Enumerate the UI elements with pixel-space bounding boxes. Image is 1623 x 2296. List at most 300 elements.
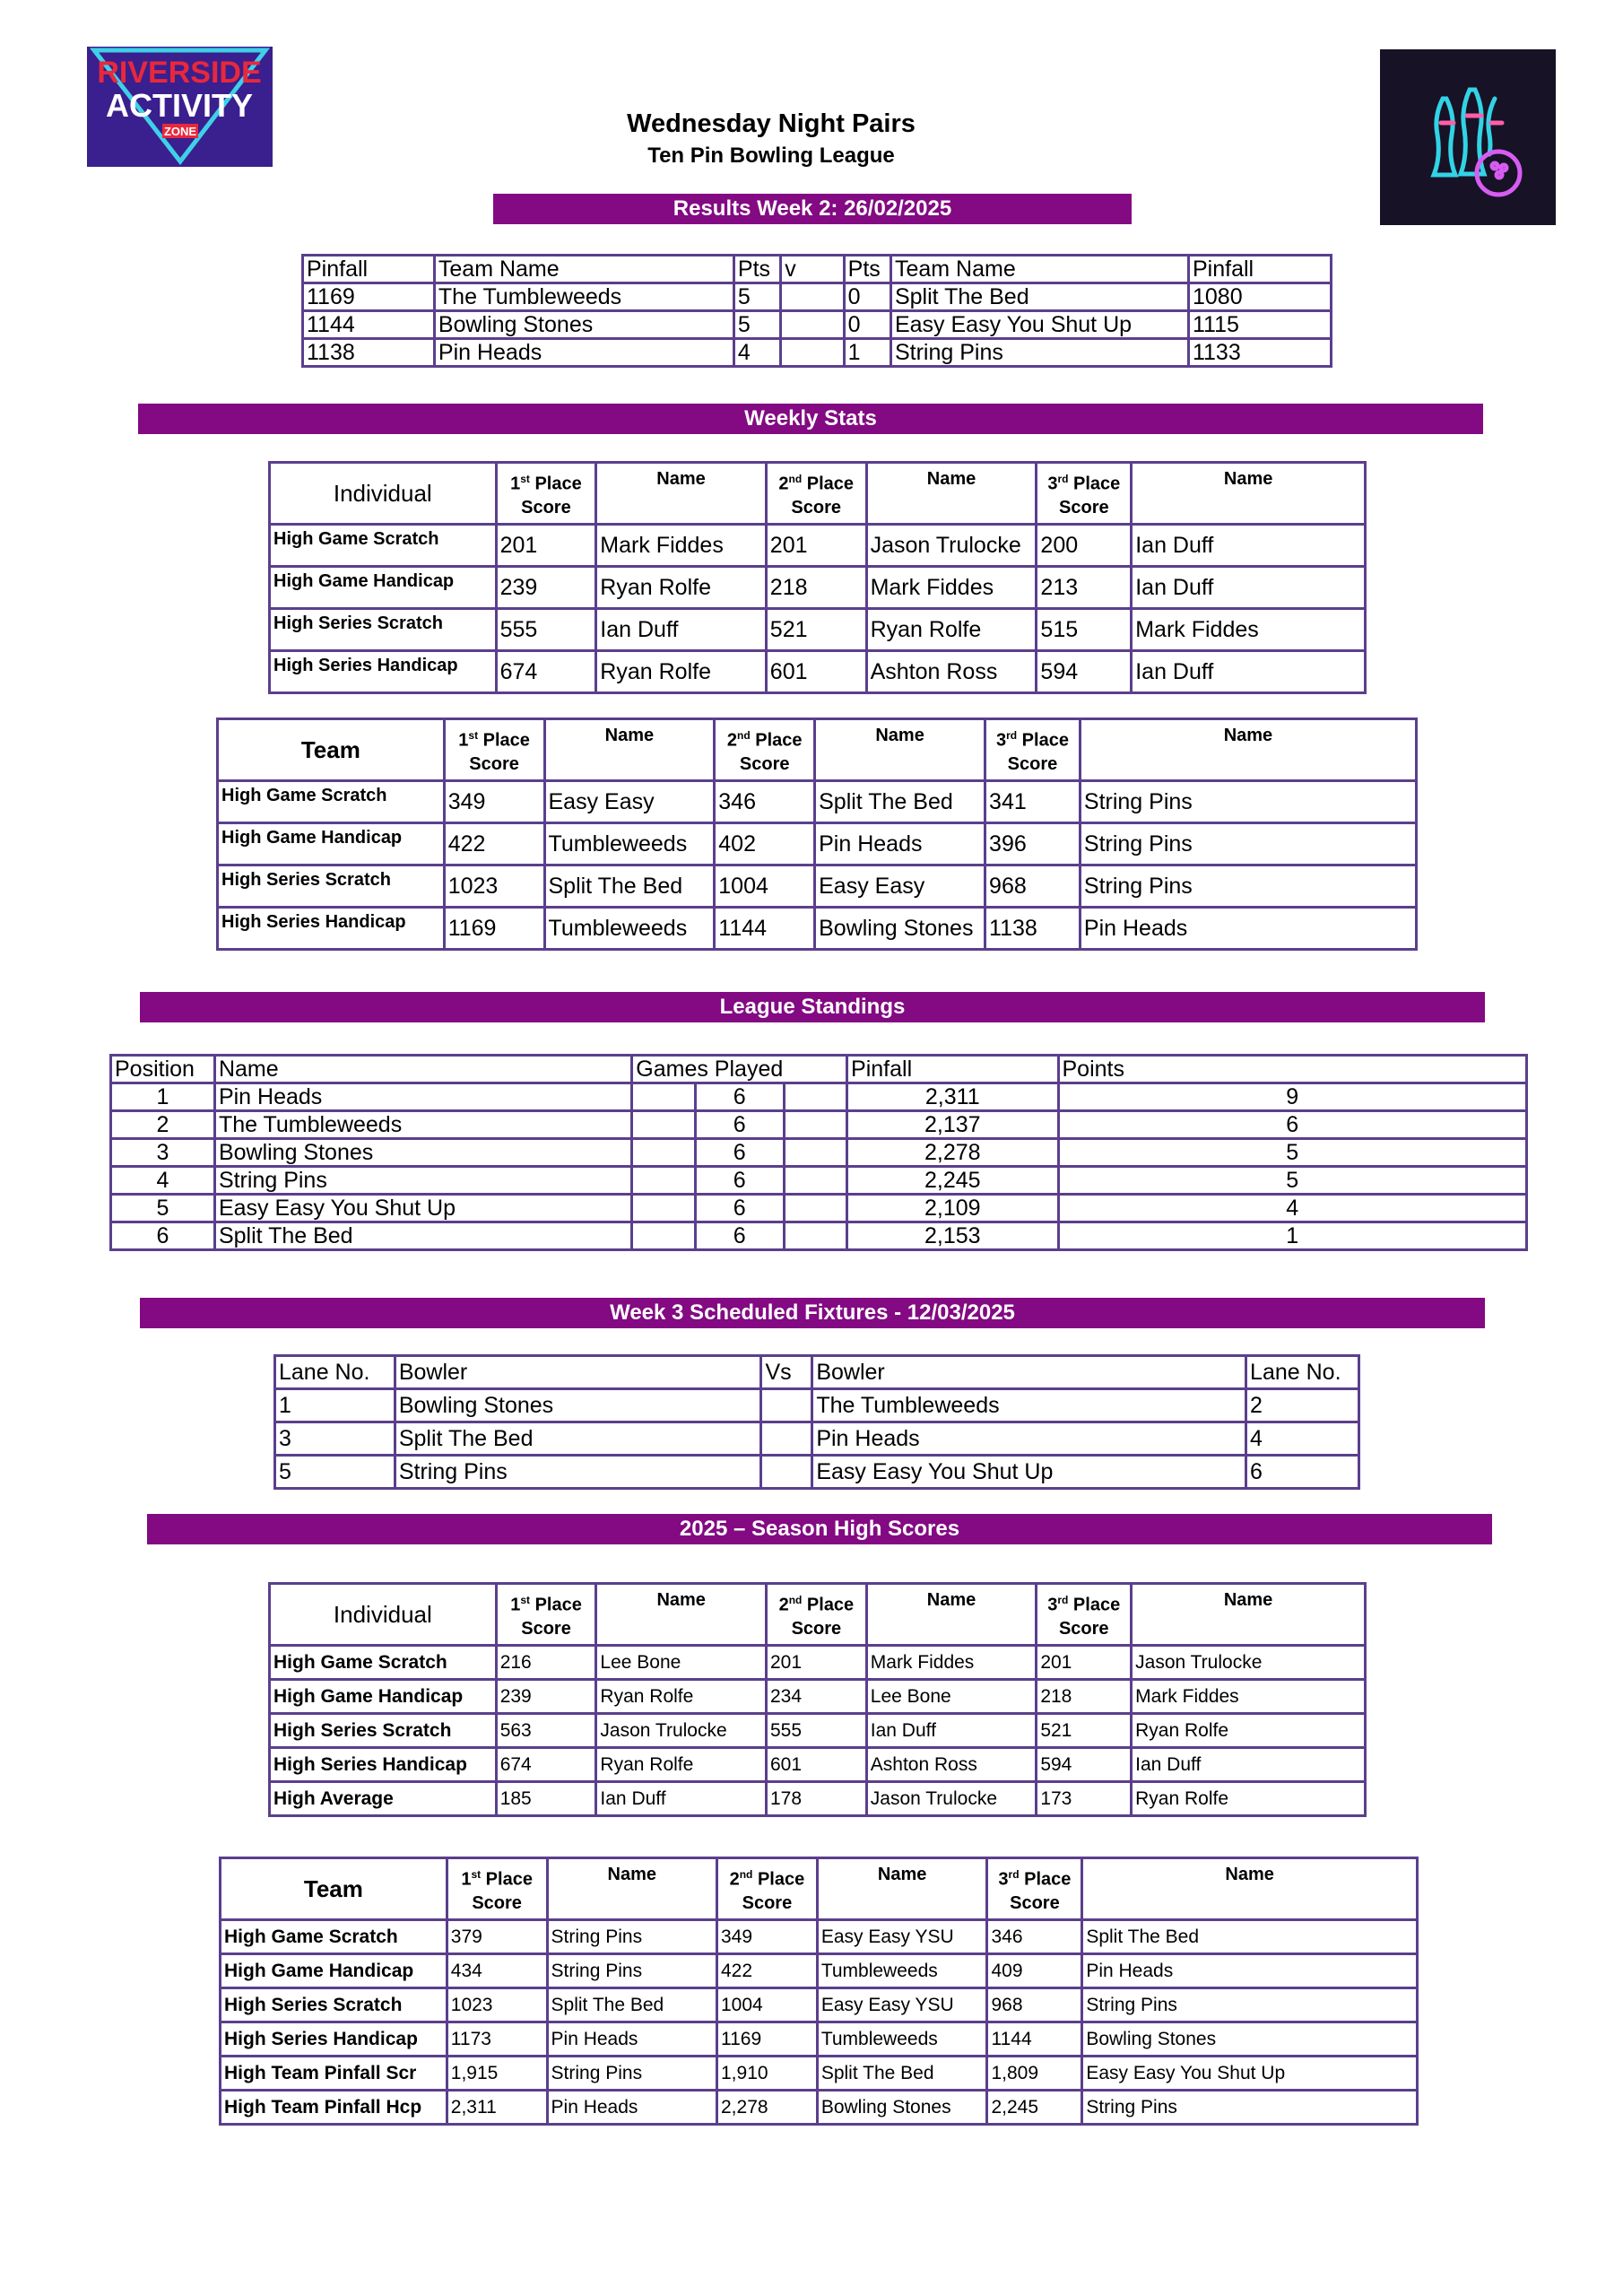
header-row	[275, 1356, 1359, 1389]
table-cell: Mark Fiddes	[1132, 609, 1366, 651]
header-row	[111, 1056, 1527, 1083]
logo-line1: RIVERSIDE	[97, 56, 262, 90]
position-cell: 4	[111, 1167, 215, 1195]
header-row	[303, 256, 1332, 283]
games-played-cell	[632, 1222, 847, 1250]
table-row	[218, 908, 1417, 950]
team-name-cell: Easy Easy You Shut Up	[214, 1195, 631, 1222]
table-cell: 1133	[1188, 339, 1331, 367]
column-header: 1st Place Score	[496, 1584, 596, 1646]
column-header: Pinfall	[847, 1056, 1058, 1083]
table-cell: 1169	[444, 908, 544, 950]
pinfall-cell: 2,109	[847, 1195, 1058, 1222]
table-cell: Ryan Rolfe	[866, 609, 1037, 651]
table-cell: 409	[987, 1954, 1082, 1988]
table-cell: Split The Bed	[395, 1422, 761, 1456]
table-row	[221, 2022, 1418, 2057]
table-cell: 213	[1037, 567, 1132, 609]
table-row	[270, 1748, 1366, 1782]
row-label: High Game Scratch	[221, 1920, 447, 1954]
table-cell: Ian Duff	[1132, 1748, 1366, 1782]
team-name-cell: Split The Bed	[214, 1222, 631, 1250]
table-cell: 674	[496, 1748, 596, 1782]
table-row	[303, 311, 1332, 339]
table-cell: Mark Fiddes	[866, 1646, 1037, 1680]
table-cell: 218	[766, 567, 866, 609]
riverside-activity-zone-logo	[87, 47, 273, 167]
table-cell: Ashton Ross	[866, 651, 1037, 693]
column-header: Name	[596, 1584, 767, 1646]
column-header: 3rd Place Score	[987, 1858, 1082, 1920]
team-name-cell: The Tumbleweeds	[214, 1111, 631, 1139]
table-row	[275, 1456, 1359, 1489]
table-cell: 515	[1037, 609, 1132, 651]
table-row	[111, 1111, 1527, 1139]
season-team-table	[219, 1857, 1419, 2126]
table-row	[303, 339, 1332, 367]
table-row	[111, 1083, 1527, 1111]
table-cell: 1144	[987, 2022, 1082, 2057]
table-cell: The Tumbleweeds	[812, 1389, 1246, 1422]
table-cell: Easy Easy You Shut Up	[890, 311, 1188, 339]
column-header: Name	[544, 719, 715, 781]
table-cell: 1023	[447, 1988, 547, 2022]
table-cell: 379	[447, 1920, 547, 1954]
table-cell: Bowling Stones	[817, 2091, 987, 2125]
table-row	[218, 865, 1417, 908]
points-cell: 4	[1058, 1195, 1527, 1222]
table-cell: 1080	[1188, 283, 1331, 311]
table-row	[218, 781, 1417, 823]
table-cell: Ryan Rolfe	[1132, 1782, 1366, 1816]
season-individual-table	[268, 1582, 1367, 1817]
table-cell: Tumbleweeds	[817, 2022, 987, 2057]
table-cell: Tumbleweeds	[817, 1954, 987, 1988]
table-cell: 674	[496, 651, 596, 693]
table-cell: String Pins	[395, 1456, 761, 1489]
table-cell: 346	[987, 1920, 1082, 1954]
logo-line2: ACTIVITY	[105, 87, 254, 124]
table-cell: Ian Duff	[596, 1782, 767, 1816]
games-played-cell	[632, 1167, 847, 1195]
header-row	[270, 463, 1366, 525]
table-cell	[781, 283, 844, 311]
table-cell: Bowling Stones	[815, 908, 985, 950]
table-cell: Easy Easy	[815, 865, 985, 908]
row-label: High Game Handicap	[270, 1680, 497, 1714]
games-played-value: 6	[694, 1140, 785, 1165]
table-row	[275, 1389, 1359, 1422]
table-cell: 1004	[717, 1988, 818, 2022]
header-row	[270, 1584, 1366, 1646]
table-cell: Split The Bed	[547, 1988, 716, 2022]
row-label: High Game Handicap	[218, 823, 445, 865]
table-row	[275, 1422, 1359, 1456]
table-cell: Jason Trulocke	[1132, 1646, 1366, 1680]
points-cell: 9	[1058, 1083, 1527, 1111]
fixtures-band: Week 3 Scheduled Fixtures - 12/03/2025	[140, 1298, 1485, 1328]
column-header: 2nd Place Score	[766, 463, 866, 525]
weekly-stats-band: Weekly Stats	[138, 404, 1483, 434]
table-cell: String Pins	[890, 339, 1188, 367]
table-cell: 2,311	[447, 2091, 547, 2125]
table-corner-label: Individual	[270, 463, 497, 525]
games-played-cell	[632, 1195, 847, 1222]
table-cell: The Tumbleweeds	[434, 283, 733, 311]
table-cell: Split The Bed	[544, 865, 715, 908]
column-header: 3rd Place Score	[985, 719, 1081, 781]
pinfall-cell: 2,153	[847, 1222, 1058, 1250]
column-header: Name	[1080, 719, 1416, 781]
table-cell: Easy Easy YSU	[817, 1920, 987, 1954]
results-band: Results Week 2: 26/02/2025	[493, 194, 1132, 224]
table-cell: Bowling Stones	[434, 311, 733, 339]
column-header: Games Played	[632, 1056, 847, 1083]
table-cell: 200	[1037, 525, 1132, 567]
column-header: Team Name	[434, 256, 733, 283]
column-header: 1st Place Score	[447, 1858, 547, 1920]
row-label: High Game Handicap	[270, 567, 497, 609]
pinfall-cell: 2,278	[847, 1139, 1058, 1167]
table-cell: 521	[766, 609, 866, 651]
table-cell: 1	[275, 1389, 395, 1422]
table-cell: 185	[496, 1782, 596, 1816]
table-cell: 563	[496, 1714, 596, 1748]
table-cell: String Pins	[547, 1920, 716, 1954]
points-cell: 5	[1058, 1139, 1527, 1167]
table-cell: 349	[717, 1920, 818, 1954]
table-cell: Jason Trulocke	[866, 525, 1037, 567]
table-row	[270, 1680, 1366, 1714]
table-cell: String Pins	[547, 1954, 716, 1988]
table-cell: 201	[766, 1646, 866, 1680]
table-cell: Easy Easy You Shut Up	[812, 1456, 1246, 1489]
row-label: High Series Handicap	[221, 2022, 447, 2057]
table-cell: Tumbleweeds	[544, 908, 715, 950]
points-cell: 5	[1058, 1167, 1527, 1195]
table-cell: 1138	[303, 339, 435, 367]
table-cell: 234	[766, 1680, 866, 1714]
games-played-cell	[632, 1083, 847, 1111]
table-cell: String Pins	[1080, 823, 1416, 865]
weekly-individual-table	[268, 461, 1367, 694]
row-label: High Series Scratch	[221, 1988, 447, 2022]
column-header: Team Name	[890, 256, 1188, 283]
table-cell: 201	[496, 525, 596, 567]
games-played-value: 6	[694, 1223, 785, 1248]
position-cell: 1	[111, 1083, 215, 1111]
table-cell: 349	[444, 781, 544, 823]
table-cell: 601	[766, 1748, 866, 1782]
table-cell: 434	[447, 1954, 547, 1988]
page-subtitle: Ten Pin Bowling League	[647, 144, 895, 168]
table-cell	[761, 1422, 812, 1456]
table-cell: 2,278	[717, 2091, 818, 2125]
table-cell: 968	[987, 1988, 1082, 2022]
column-header: Pinfall	[303, 256, 435, 283]
table-cell: Mark Fiddes	[596, 525, 767, 567]
table-cell: 5	[733, 283, 780, 311]
column-header: 3rd Place Score	[1037, 1584, 1132, 1646]
table-cell: Jason Trulocke	[596, 1714, 767, 1748]
table-cell: 1004	[715, 865, 815, 908]
column-header: 1st Place Score	[444, 719, 544, 781]
table-row	[303, 283, 1332, 311]
table-row	[221, 2091, 1418, 2125]
table-cell: Pin Heads	[547, 2091, 716, 2125]
table-cell: 1144	[303, 311, 435, 339]
table-corner-label: Team	[218, 719, 445, 781]
table-cell: Ian Duff	[1132, 567, 1366, 609]
table-row	[270, 609, 1366, 651]
table-cell: 178	[766, 1782, 866, 1816]
table-cell: Ryan Rolfe	[596, 1680, 767, 1714]
column-header: 1st Place Score	[496, 463, 596, 525]
games-played-value: 6	[694, 1084, 785, 1109]
table-row	[270, 567, 1366, 609]
table-row	[111, 1222, 1527, 1250]
row-label: High Team Pinfall Hcp	[221, 2091, 447, 2125]
table-cell: Pin Heads	[1082, 1954, 1418, 1988]
table-cell: 1144	[715, 908, 815, 950]
column-header: Name	[596, 463, 767, 525]
row-label: High Series Scratch	[270, 609, 497, 651]
column-header: Name	[1132, 463, 1366, 525]
table-cell: Bowling Stones	[1082, 2022, 1418, 2057]
row-label: High Game Scratch	[270, 1646, 497, 1680]
table-cell: 601	[766, 651, 866, 693]
column-header: Points	[1058, 1056, 1527, 1083]
table-row	[270, 1646, 1366, 1680]
team-name-cell: String Pins	[214, 1167, 631, 1195]
table-cell: 521	[1037, 1714, 1132, 1748]
column-header: Name	[817, 1858, 987, 1920]
results-table	[301, 254, 1332, 368]
table-corner-label: Team	[221, 1858, 447, 1920]
table-cell: 6	[1246, 1456, 1359, 1489]
table-cell: 216	[496, 1646, 596, 1680]
column-header: 2nd Place Score	[766, 1584, 866, 1646]
column-header: Pinfall	[1188, 256, 1331, 283]
pinfall-cell: 2,137	[847, 1111, 1058, 1139]
table-cell: 5	[733, 311, 780, 339]
table-cell: Pin Heads	[547, 2022, 716, 2057]
table-cell: String Pins	[1082, 1988, 1418, 2022]
table-cell: Mark Fiddes	[1132, 1680, 1366, 1714]
table-cell: 1,910	[717, 2057, 818, 2091]
table-cell: String Pins	[1080, 781, 1416, 823]
table-row	[221, 1920, 1418, 1954]
table-cell: Ian Duff	[1132, 525, 1366, 567]
table-row	[218, 823, 1417, 865]
table-cell: Lee Bone	[596, 1646, 767, 1680]
table-cell: Ian Duff	[866, 1714, 1037, 1748]
table-cell: 555	[496, 609, 596, 651]
table-cell: Ryan Rolfe	[596, 651, 767, 693]
team-name-cell: Pin Heads	[214, 1083, 631, 1111]
games-played-value: 6	[694, 1112, 785, 1137]
table-cell: Easy Easy YSU	[817, 1988, 987, 2022]
column-header: Name	[815, 719, 985, 781]
table-cell: Bowling Stones	[395, 1389, 761, 1422]
table-cell: 555	[766, 1714, 866, 1748]
row-label: High Series Handicap	[270, 1748, 497, 1782]
column-header: Bowler	[812, 1356, 1246, 1389]
table-row	[270, 525, 1366, 567]
position-cell: 5	[111, 1195, 215, 1222]
row-label: High Game Handicap	[221, 1954, 447, 1988]
table-cell: Mark Fiddes	[866, 567, 1037, 609]
table-row	[221, 1954, 1418, 1988]
table-cell: Split The Bed	[890, 283, 1188, 311]
table-cell: 1	[844, 339, 890, 367]
table-cell: Jason Trulocke	[866, 1782, 1037, 1816]
table-cell: Ian Duff	[1132, 651, 1366, 693]
column-header: 2nd Place Score	[715, 719, 815, 781]
table-cell: Pin Heads	[434, 339, 733, 367]
row-label: High Team Pinfall Scr	[221, 2057, 447, 2091]
header-row	[221, 1858, 1418, 1920]
games-played-cell	[632, 1139, 847, 1167]
table-cell: Pin Heads	[815, 823, 985, 865]
table-cell: 1169	[303, 283, 435, 311]
table-cell: 239	[496, 1680, 596, 1714]
column-header: Position	[111, 1056, 215, 1083]
standings-table	[109, 1054, 1528, 1251]
column-header: v	[781, 256, 844, 283]
table-cell: 346	[715, 781, 815, 823]
games-played-value: 6	[694, 1196, 785, 1221]
table-cell: Split The Bed	[817, 2057, 987, 2091]
table-cell: 201	[1037, 1646, 1132, 1680]
table-row	[111, 1167, 1527, 1195]
table-cell: String Pins	[1080, 865, 1416, 908]
column-header: Lane No.	[1246, 1356, 1359, 1389]
table-cell: 218	[1037, 1680, 1132, 1714]
column-header: Name	[1082, 1858, 1418, 1920]
position-cell: 3	[111, 1139, 215, 1167]
table-cell: 2	[1246, 1389, 1359, 1422]
table-cell: 173	[1037, 1782, 1132, 1816]
table-cell: Split The Bed	[1082, 1920, 1418, 1954]
table-cell: 3	[275, 1422, 395, 1456]
column-header: Bowler	[395, 1356, 761, 1389]
games-played-value: 6	[694, 1168, 785, 1193]
table-cell: 402	[715, 823, 815, 865]
table-cell: 201	[766, 525, 866, 567]
page-title: Wednesday Night Pairs	[627, 109, 916, 138]
table-cell: Tumbleweeds	[544, 823, 715, 865]
table-cell: 594	[1037, 651, 1132, 693]
row-label: High Game Scratch	[270, 525, 497, 567]
table-cell: 4	[1246, 1422, 1359, 1456]
games-played-cell	[632, 1111, 847, 1139]
table-cell: Easy Easy	[544, 781, 715, 823]
team-name-cell: Bowling Stones	[214, 1139, 631, 1167]
table-cell: 422	[717, 1954, 818, 1988]
table-cell	[761, 1389, 812, 1422]
column-header: Pts	[844, 256, 890, 283]
column-header: Name	[866, 1584, 1037, 1646]
header-row	[218, 719, 1417, 781]
table-corner-label: Individual	[270, 1584, 497, 1646]
table-cell: Ryan Rolfe	[1132, 1714, 1366, 1748]
row-label: High Series Scratch	[218, 865, 445, 908]
table-cell	[761, 1456, 812, 1489]
table-cell: 1173	[447, 2022, 547, 2057]
season-high-band: 2025 – Season High Scores	[147, 1514, 1492, 1544]
table-row	[221, 2057, 1418, 2091]
table-cell: 1138	[985, 908, 1081, 950]
table-cell: 0	[844, 283, 890, 311]
row-label: High Game Scratch	[218, 781, 445, 823]
column-header: Name	[1132, 1584, 1366, 1646]
pinfall-cell: 2,311	[847, 1083, 1058, 1111]
column-header: Name	[866, 463, 1037, 525]
table-row	[270, 651, 1366, 693]
table-cell: 1023	[444, 865, 544, 908]
table-row	[221, 1988, 1418, 2022]
fixtures-table	[273, 1354, 1360, 1490]
weekly-team-table	[216, 718, 1418, 951]
table-cell: Easy Easy You Shut Up	[1082, 2057, 1418, 2091]
table-cell: 422	[444, 823, 544, 865]
table-cell: 1,915	[447, 2057, 547, 2091]
table-cell: Ashton Ross	[866, 1748, 1037, 1782]
table-cell	[781, 311, 844, 339]
table-cell: 4	[733, 339, 780, 367]
table-cell: String Pins	[1082, 2091, 1418, 2125]
table-cell: 341	[985, 781, 1081, 823]
league-standings-band: League Standings	[140, 992, 1485, 1022]
table-cell: 239	[496, 567, 596, 609]
column-header: Pts	[733, 256, 780, 283]
table-row	[270, 1782, 1366, 1816]
column-header: 2nd Place Score	[717, 1858, 818, 1920]
position-cell: 2	[111, 1111, 215, 1139]
points-cell: 1	[1058, 1222, 1527, 1250]
table-cell: 1169	[717, 2022, 818, 2057]
table-row	[111, 1139, 1527, 1167]
table-cell: 5	[275, 1456, 395, 1489]
table-cell: 1115	[1188, 311, 1331, 339]
table-cell: Pin Heads	[1080, 908, 1416, 950]
column-header: Vs	[761, 1356, 812, 1389]
row-label: High Series Handicap	[218, 908, 445, 950]
pinfall-cell: 2,245	[847, 1167, 1058, 1195]
table-cell	[781, 339, 844, 367]
table-cell: Ryan Rolfe	[596, 567, 767, 609]
neon-bowling-logo	[1380, 49, 1556, 225]
row-label: High Series Scratch	[270, 1714, 497, 1748]
table-cell: 0	[844, 311, 890, 339]
column-header: Lane No.	[275, 1356, 395, 1389]
row-label: High Series Handicap	[270, 651, 497, 693]
table-cell: Split The Bed	[815, 781, 985, 823]
column-header: 3rd Place Score	[1037, 463, 1132, 525]
table-cell: Ryan Rolfe	[596, 1748, 767, 1782]
table-cell: 2,245	[987, 2091, 1082, 2125]
column-header: Name	[214, 1056, 631, 1083]
position-cell: 6	[111, 1222, 215, 1250]
table-cell: 968	[985, 865, 1081, 908]
table-cell: Ian Duff	[596, 609, 767, 651]
table-cell: 594	[1037, 1748, 1132, 1782]
table-row	[111, 1195, 1527, 1222]
table-cell: Lee Bone	[866, 1680, 1037, 1714]
table-cell: String Pins	[547, 2057, 716, 2091]
table-cell: Pin Heads	[812, 1422, 1246, 1456]
